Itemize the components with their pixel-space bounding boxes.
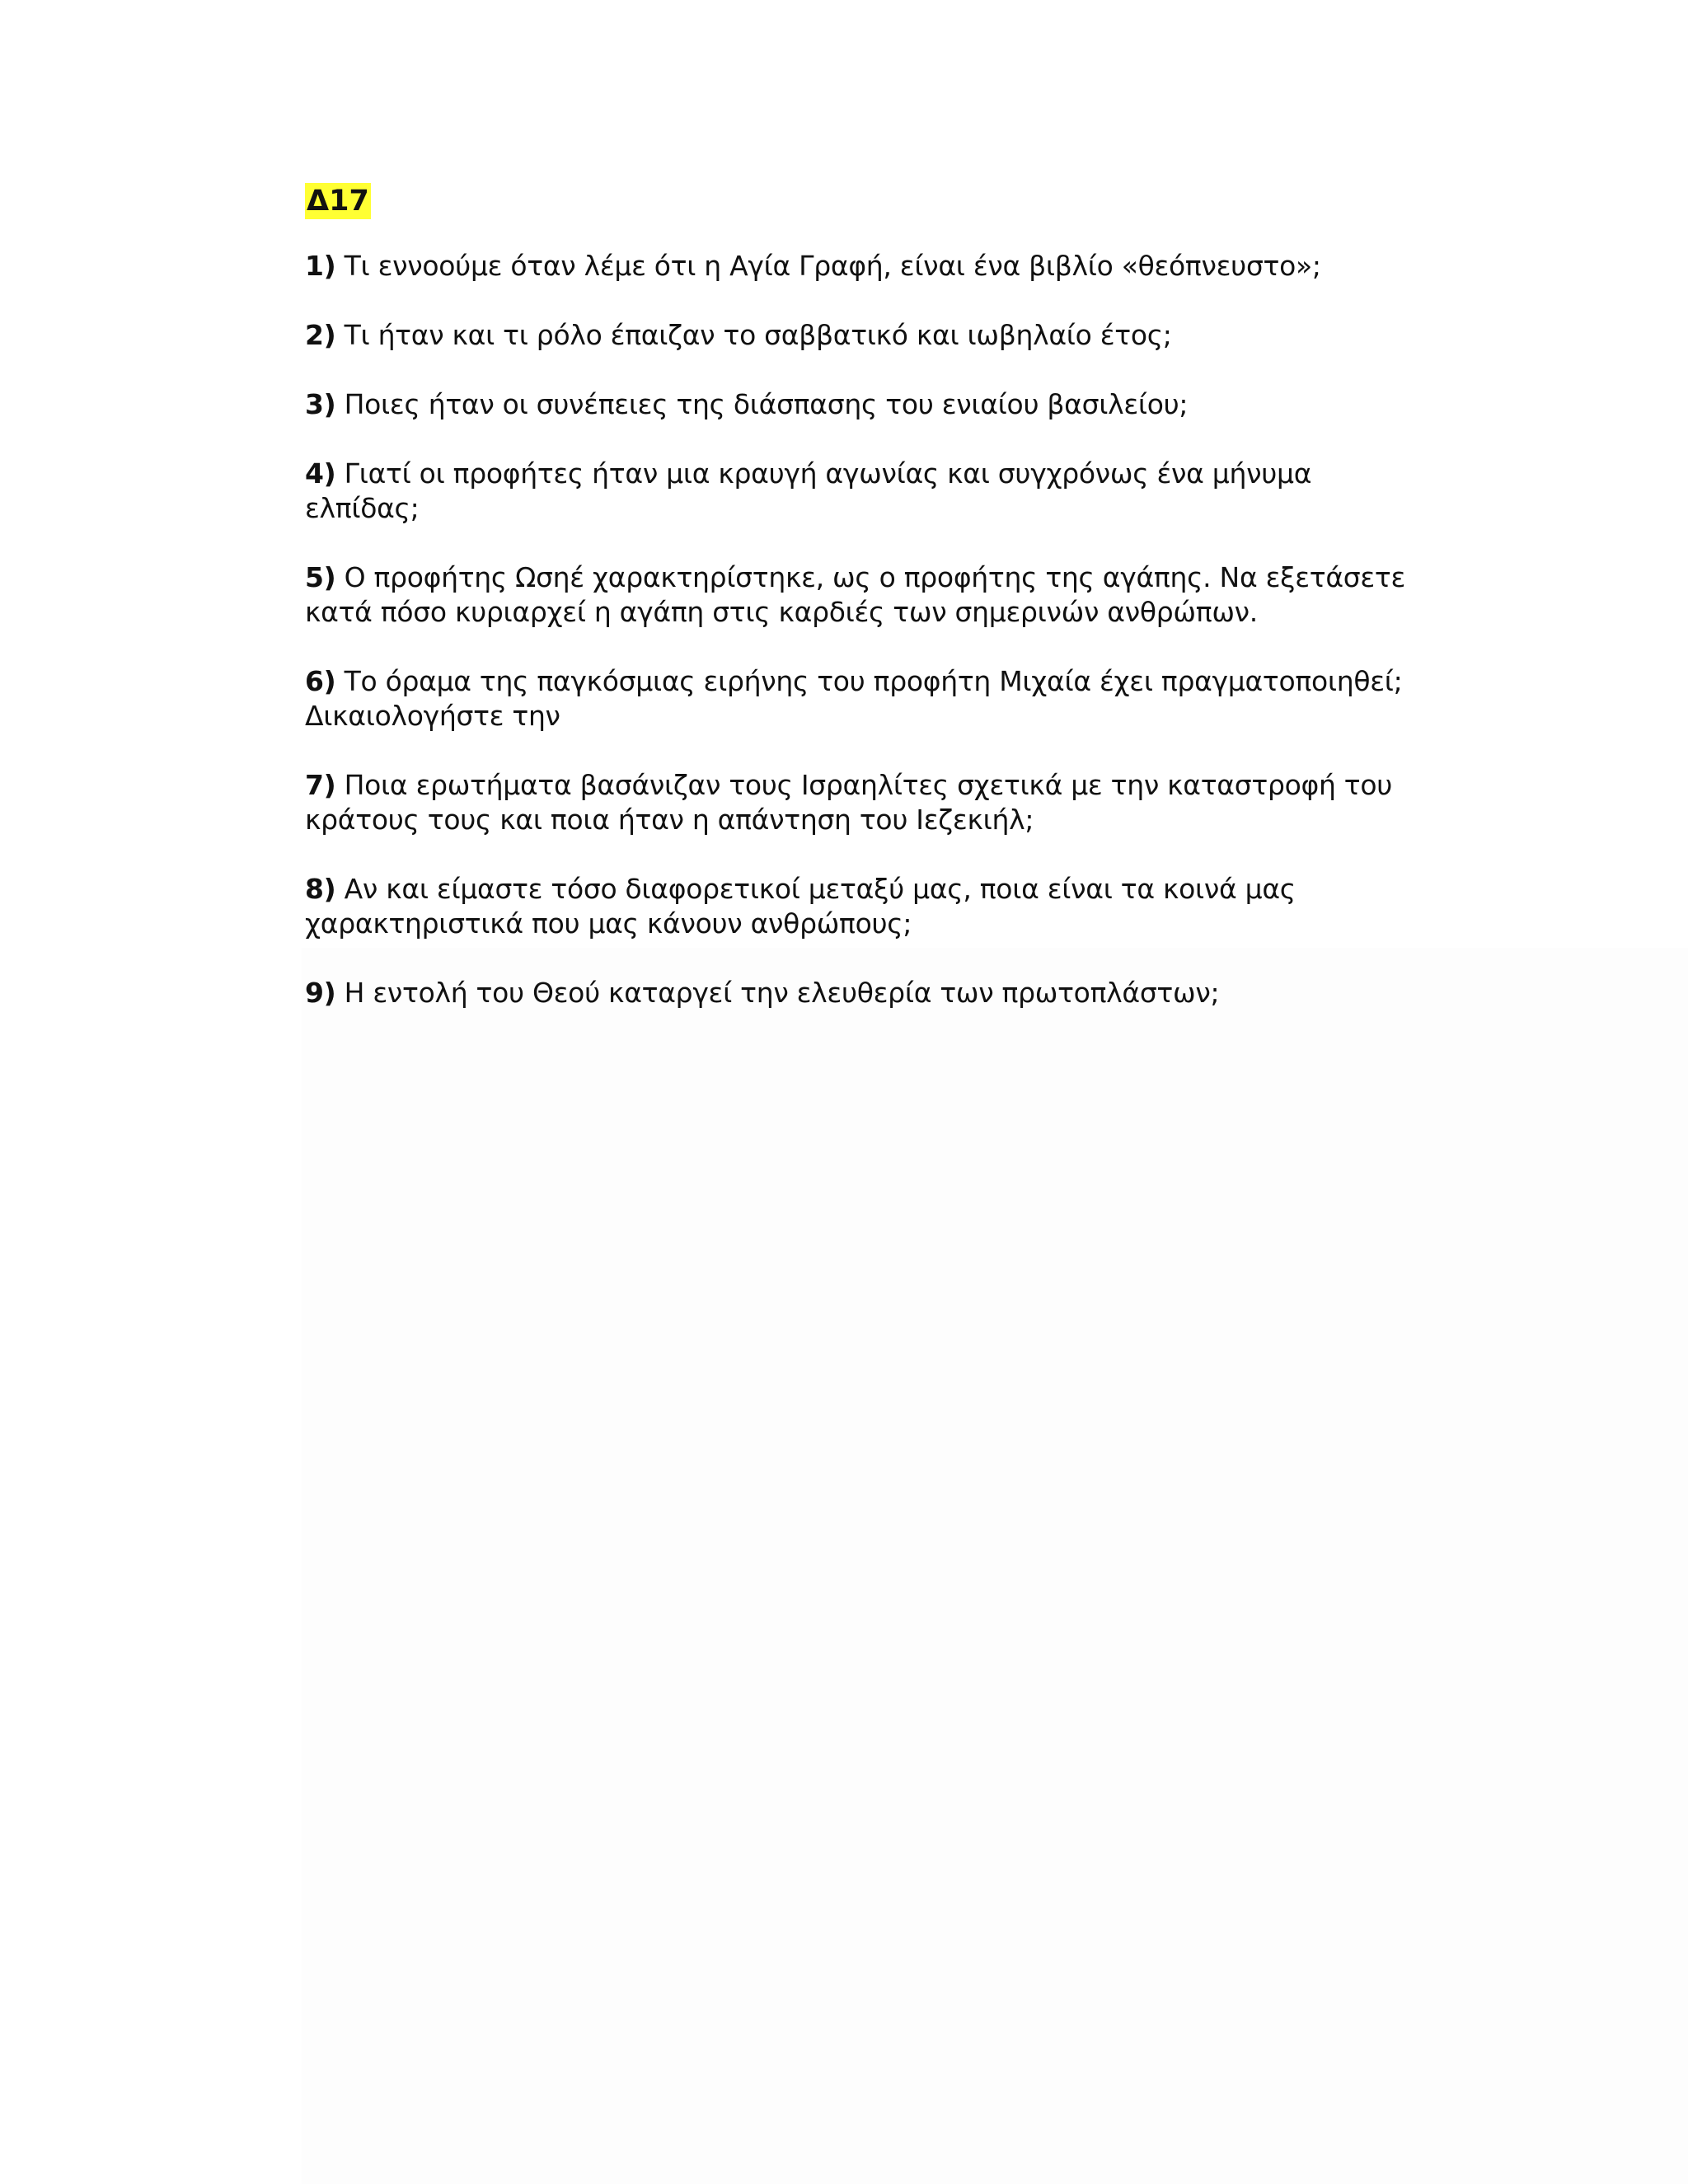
question-number: 5)	[305, 561, 336, 593]
question-3	[305, 387, 1409, 422]
question-number: 8)	[305, 873, 336, 905]
question-1	[305, 249, 1409, 284]
question-9	[305, 976, 1409, 1010]
page-background-shade	[302, 948, 1688, 2184]
question-5	[305, 560, 1409, 630]
question-text: Ποιες ήταν οι συνέπειες της διάσπασης του ενιαίου βασιλείου;	[344, 388, 1189, 420]
question-number: 4)	[305, 457, 336, 490]
question-7	[305, 768, 1409, 837]
question-6	[305, 664, 1409, 733]
question-number: 9)	[305, 977, 336, 1009]
question-number: 2)	[305, 319, 336, 351]
question-number: 1)	[305, 250, 336, 282]
question-text: Το όραμα της παγκόσμιας ειρήνης του προφήτη Μιχαία έχει πραγματοποιηθεί; Δικαιολογήστε την	[305, 665, 1403, 732]
question-text: Ο προφήτης Ωσηέ χαρακτηρίστηκε, ως ο προφήτης της αγάπης. Να εξετάσετε κατά πόσο κυριαρχεί η αγάπη στις καρδιές των σημερινών ανθρώπων.	[305, 561, 1406, 628]
question-2	[305, 318, 1409, 353]
question-text: Ποια ερωτήματα βασάνιζαν τους Ισραηλίτες σχετικά με την καταστροφή του κράτους τους και ποια ήταν η απάντηση του Ιεζεκιήλ;	[305, 769, 1393, 836]
question-text: Η εντολή του Θεού καταργεί την ελευθερία των πρωτοπλάστων;	[344, 977, 1220, 1009]
question-text: Αν και είμαστε τόσο διαφορετικοί μεταξύ μας, ποια είναι τα κοινά μας χαρακτηριστικά που μας κάνουν ανθρώπους;	[305, 873, 1296, 940]
document-code: Δ17	[307, 185, 369, 218]
question-number: 3)	[305, 388, 336, 420]
question-8	[305, 872, 1409, 941]
question-number: 7)	[305, 769, 336, 801]
question-text: Τι εννοούμε όταν λέμε ότι η Αγία Γραφή, είναι ένα βιβλίο «θεόπνευστο»;	[344, 250, 1321, 282]
document-body	[305, 183, 1409, 1045]
question-4	[305, 457, 1409, 526]
question-text: Τι ήταν και τι ρόλο έπαιζαν το σαββατικό και ιωβηλαίο έτος;	[344, 319, 1172, 351]
question-text: Γιατί οι προφήτες ήταν μια κραυγή αγωνίας και συγχρόνως ένα μήνυμα ελπίδας;	[305, 457, 1312, 524]
question-number: 6)	[305, 665, 336, 697]
